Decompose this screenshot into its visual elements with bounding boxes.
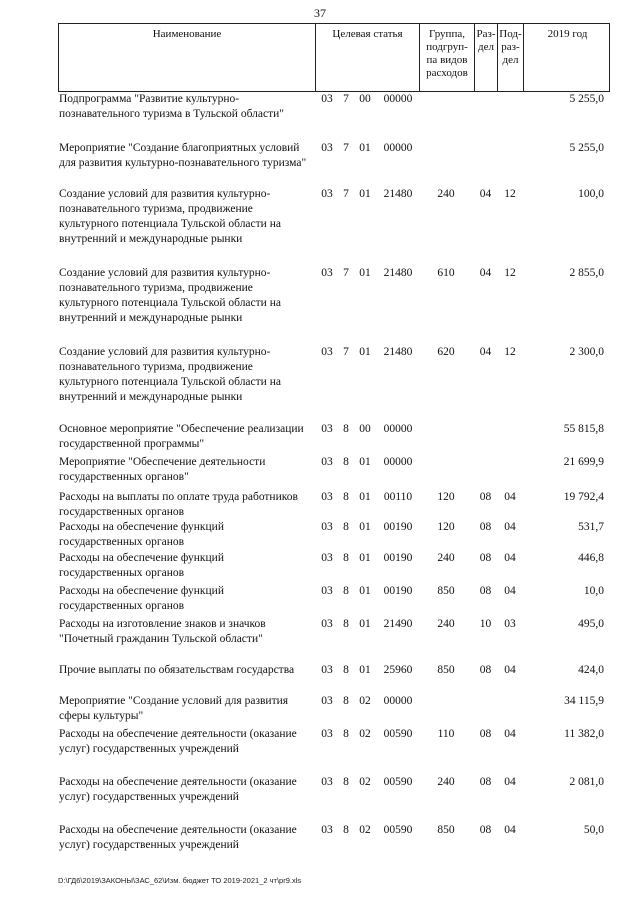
cell-a: 03	[321, 423, 333, 435]
cell-rz: 08	[479, 552, 492, 564]
cell-b: 8	[343, 664, 349, 676]
cell-d: 00110	[383, 491, 413, 503]
cell-c: 01	[359, 346, 371, 358]
cell-b: 8	[343, 824, 349, 836]
cell-b: 8	[343, 695, 349, 707]
cell-a: 03	[321, 456, 333, 468]
cell-a: 03	[321, 142, 333, 154]
cell-grp: 110	[437, 728, 455, 740]
cell-prz: 12	[504, 346, 516, 358]
cell-rz: 04	[479, 267, 492, 279]
cell-rz: 08	[479, 728, 492, 740]
cell-a: 03	[321, 776, 333, 788]
cell-amount: 5 255,0	[569, 93, 604, 105]
cell-amount: 34 115,9	[564, 695, 604, 707]
cell-rz: 10	[479, 618, 492, 630]
cell-c: 00	[359, 423, 371, 435]
row-name: Расходы на обеспечение функций государственных органов	[59, 552, 224, 579]
cell-amount: 19 792,4	[563, 491, 604, 503]
cell-prz: 04	[504, 776, 516, 788]
cell-grp: 850	[437, 585, 455, 597]
cell-c: 01	[359, 585, 371, 597]
cell-amount: 21 699,9	[563, 456, 604, 468]
cell-c: 02	[359, 728, 371, 740]
row-name: Подпрограмма "Развитие культурно-познавательного туризма в Тульской области"	[59, 93, 284, 120]
cell-d: 00190	[383, 585, 413, 597]
header-group: Группа, подгруп- па видов расходов	[420, 24, 475, 91]
cell-prz: 12	[504, 188, 516, 200]
cell-grp: 850	[437, 824, 455, 836]
row-name: Расходы на обеспечение деятельности (оказание услуг) государственных учреждений	[59, 824, 297, 851]
cell-b: 7	[343, 267, 349, 279]
header-razdel: Раз- дел	[475, 24, 498, 91]
cell-prz: 12	[504, 267, 516, 279]
cell-c: 01	[359, 267, 371, 279]
cell-amount: 531,7	[578, 521, 604, 533]
cell-b: 8	[343, 423, 349, 435]
cell-amount: 2 081,0	[569, 776, 604, 788]
cell-prz: 04	[504, 521, 516, 533]
cell-d: 00000	[383, 93, 413, 105]
cell-rz: 08	[479, 664, 492, 676]
cell-d: 00590	[383, 824, 413, 836]
cell-b: 8	[343, 776, 349, 788]
cell-b: 8	[343, 456, 349, 468]
row-name: Создание условий для развития культурно-познавательного туризма, продвижение культурного потенциала Тульской области на внутренний и международные рынки	[59, 188, 281, 245]
cell-amount: 2 855,0	[569, 267, 604, 279]
header-year: 2019 год	[547, 28, 588, 40]
cell-c: 01	[359, 521, 371, 533]
cell-c: 01	[359, 618, 371, 630]
cell-a: 03	[321, 188, 333, 200]
cell-amount: 55 815,8	[563, 423, 604, 435]
cell-c: 01	[359, 664, 371, 676]
cell-b: 8	[343, 728, 349, 740]
cell-grp: 120	[437, 521, 455, 533]
row-name: Расходы на обеспечение деятельности (оказание услуг) государственных учреждений	[59, 776, 297, 803]
cell-b: 8	[343, 552, 349, 564]
cell-b: 8	[343, 618, 349, 630]
cell-d: 00000	[383, 423, 413, 435]
cell-c: 01	[359, 552, 371, 564]
row-name: Основное мероприятие "Обеспечение реализации государственной программы"	[59, 423, 304, 450]
cell-c: 01	[359, 142, 371, 154]
cell-grp: 240	[437, 776, 455, 788]
cell-grp: 240	[437, 618, 455, 630]
cell-c: 02	[359, 824, 371, 836]
row-name: Расходы на обеспечение деятельности (оказание услуг) государственных учреждений	[59, 728, 297, 755]
row-name: Расходы на обеспечение функций государственных органов	[59, 585, 224, 612]
row-name: Мероприятие "Создание условий для развития сферы культуры"	[59, 695, 289, 722]
cell-c: 01	[359, 456, 371, 468]
cell-grp: 240	[437, 552, 455, 564]
row-name: Мероприятие "Создание благоприятных условий для развития культурно-познавательного туризма"	[59, 142, 307, 169]
cell-rz: 08	[479, 824, 492, 836]
cell-prz: 04	[504, 728, 516, 740]
cell-a: 03	[321, 267, 333, 279]
cell-d: 00190	[383, 552, 413, 564]
row-name: Мероприятие "Обеспечение деятельности государственных органов"	[59, 456, 266, 483]
row-name: Расходы на выплаты по оплате труда работников государственных органов	[59, 491, 298, 518]
cell-prz: 04	[504, 552, 516, 564]
table-header	[58, 23, 610, 92]
cell-d: 21480	[383, 346, 413, 358]
cell-d: 00000	[383, 142, 413, 154]
cell-d: 00590	[383, 776, 413, 788]
cell-a: 03	[321, 346, 333, 358]
cell-prz: 04	[504, 585, 516, 597]
cell-c: 01	[359, 188, 371, 200]
row-name: Создание условий для развития культурно-познавательного туризма, продвижение культурного потенциала Тульской области на внутренний и международные рынки	[59, 267, 281, 324]
cell-d: 00590	[383, 728, 413, 740]
header-target: Целевая статья	[316, 24, 420, 91]
cell-a: 03	[321, 664, 333, 676]
cell-b: 7	[343, 188, 349, 200]
cell-rz: 08	[479, 585, 492, 597]
cell-d: 21480	[383, 267, 413, 279]
cell-amount: 5 255,0	[569, 142, 604, 154]
file-path-footer: D:\ГД6\2019\ЗАКОНЫ\ЗАС_62\Изм. бюджет ТО 2019-2021_2 чт\рr9.xls	[58, 876, 302, 885]
cell-b: 7	[343, 142, 349, 154]
cell-d: 21490	[383, 618, 413, 630]
cell-rz: 08	[479, 521, 492, 533]
cell-c: 00	[359, 93, 371, 105]
cell-prz: 04	[504, 491, 516, 503]
cell-rz: 08	[479, 776, 492, 788]
cell-a: 03	[321, 618, 333, 630]
cell-b: 8	[343, 521, 349, 533]
cell-rz: 04	[479, 188, 492, 200]
cell-a: 03	[321, 824, 333, 836]
row-name: Расходы на обеспечение функций государственных органов	[59, 521, 224, 548]
cell-a: 03	[321, 728, 333, 740]
cell-c: 01	[359, 491, 371, 503]
cell-grp: 620	[437, 346, 455, 358]
cell-c: 02	[359, 776, 371, 788]
cell-d: 25960	[383, 664, 413, 676]
cell-b: 8	[343, 585, 349, 597]
cell-amount: 10,0	[583, 585, 604, 597]
row-name: Прочие выплаты по обязательствам государства	[59, 664, 295, 676]
cell-c: 02	[359, 695, 371, 707]
cell-grp: 610	[437, 267, 455, 279]
cell-a: 03	[321, 491, 333, 503]
cell-amount: 2 300,0	[569, 346, 604, 358]
cell-amount: 100,0	[578, 188, 604, 200]
cell-rz: 08	[479, 491, 492, 503]
cell-amount: 11 382,0	[564, 728, 604, 740]
cell-prz: 04	[504, 664, 516, 676]
cell-d: 00190	[383, 521, 413, 533]
cell-amount: 495,0	[578, 618, 604, 630]
cell-prz: 03	[504, 618, 516, 630]
cell-d: 00000	[383, 456, 413, 468]
header-podrazdel: Под- раз- дел	[498, 24, 524, 91]
page-number: 37	[314, 6, 326, 20]
cell-a: 03	[321, 552, 333, 564]
cell-a: 03	[321, 695, 333, 707]
cell-grp: 850	[437, 664, 455, 676]
cell-amount: 446,8	[578, 552, 604, 564]
row-name: Расходы на изготовление знаков и значков "Почетный гражданин Тульской области"	[59, 618, 266, 645]
cell-rz: 04	[479, 346, 492, 358]
cell-a: 03	[321, 585, 333, 597]
cell-prz: 04	[504, 824, 516, 836]
cell-d: 21480	[383, 188, 413, 200]
cell-grp: 240	[437, 188, 455, 200]
budget-table	[58, 23, 610, 851]
header-name: Наименование	[59, 24, 316, 91]
cell-d: 00000	[383, 695, 413, 707]
cell-a: 03	[321, 93, 333, 105]
cell-b: 7	[343, 346, 349, 358]
cell-grp: 120	[437, 491, 455, 503]
cell-amount: 424,0	[578, 664, 604, 676]
row-name: Создание условий для развития культурно-познавательного туризма, продвижение культурного потенциала Тульской области на внутренний и международные рынки	[59, 346, 281, 403]
cell-amount: 50,0	[583, 824, 604, 836]
cell-b: 8	[343, 491, 349, 503]
cell-a: 03	[321, 521, 333, 533]
cell-b: 7	[343, 93, 349, 105]
